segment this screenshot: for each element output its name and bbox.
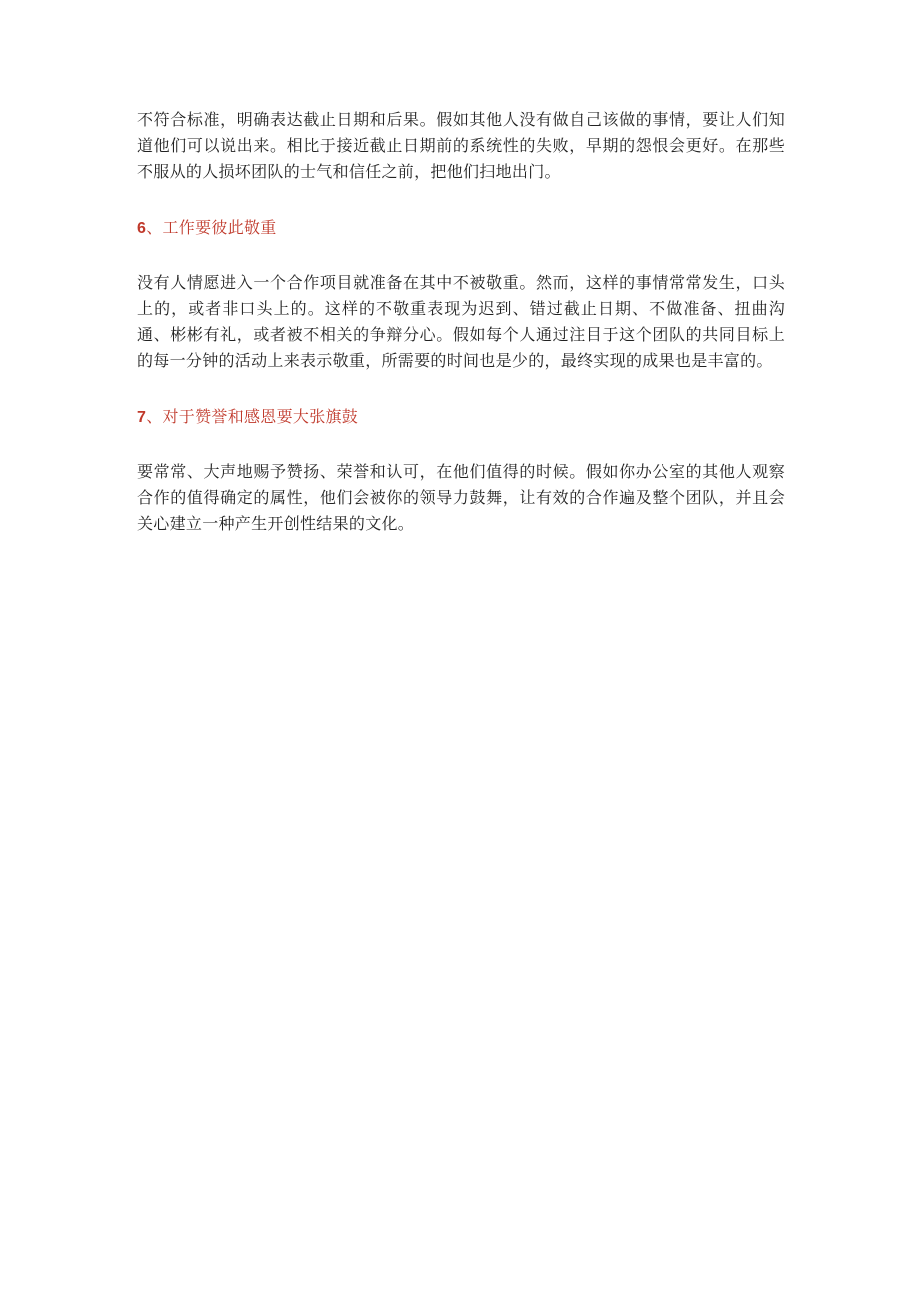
section-number: 7 <box>137 409 147 426</box>
section-number: 6 <box>137 220 147 237</box>
section-body-6: 没有人情愿进入一个合作项目就准备在其中不被敬重。然而，这样的事情常常发生，口头上的，或者非口头上的。这样的不敬重表现为迟到、错过截止日期、不做准备、扭曲沟通、彬彬有礼，或者被不相关的争辩分心。假如每个人通过注目于这个团队的共同目标上的每一分钟的活动上来表示敬重，所需要的时间也是少的，最终实现的成果也是丰富的。 <box>137 273 785 370</box>
intro-paragraph: 不符合标准，明确表达截止日期和后果。假如其他人没有做自己该做的事情，要让人们知道他们可以说出来。相比于接近截止日期前的系统性的失败，早期的怨恨会更好。在那些不服从的人损坏团队的士气和信任之前，把他们扫地出门。 <box>137 110 785 181</box>
section-body-7: 要常常、大声地赐予赞扬、荣誉和认可，在他们值得的时候。假如你办公室的其他人观察合作的值得确定的属性，他们会被你的领导力鼓舞，让有效的合作遍及整个团队，并且会关心建立一种产生开创性结果的文化。 <box>137 462 785 533</box>
section-heading-7 <box>137 404 785 431</box>
section-title: 、工作要彼此敬重 <box>146 218 277 237</box>
section-heading-6 <box>137 215 785 242</box>
document-content <box>137 107 785 537</box>
section-title: 、对于赞誉和感恩要大张旗鼓 <box>146 407 359 426</box>
